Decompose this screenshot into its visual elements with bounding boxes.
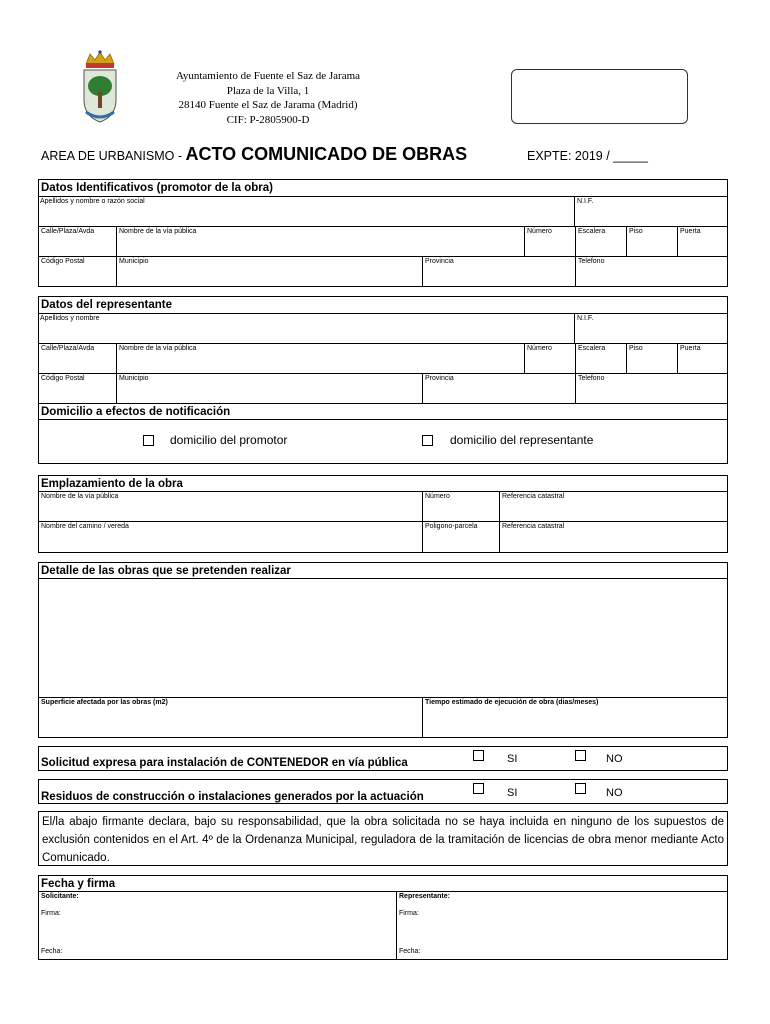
promotor-street-name-field[interactable]: Nombre de la vía pública	[116, 226, 524, 256]
representante-domicile-label: domicilio del representante	[450, 433, 594, 447]
representante-nif-field[interactable]: N.I.F.	[574, 313, 727, 343]
residuos-no-checkbox[interactable]	[575, 783, 586, 794]
site-parcel-field[interactable]: Poligono-parcela	[422, 521, 499, 552]
applicant-sign-label: Firma:	[41, 910, 61, 917]
area-label: AREA DE URBANISMO -	[41, 149, 186, 163]
representante-street-type-field[interactable]: Calle/Plaza/Avda	[39, 343, 116, 373]
promotor-domicile-label: domicilio del promotor	[170, 433, 288, 447]
representante-domicile-checkbox[interactable]	[422, 435, 433, 446]
execution-time-field[interactable]: Tiempo estimado de ejecución de obra (dias/meses)	[422, 697, 727, 737]
representative-date-label: Fecha:	[399, 948, 421, 955]
cif-number: CIF: P-2805900-D	[226, 113, 310, 126]
declaration-text: El/la abajo firmante declara, bajo su responsabilidad, que la obra solicitada no se haya incluida en ninguno de los supuestos de exclusión contenidos en el Art. 4º de la Ordenanza Municipal, reguladora de la tramitación de licencias de obra menor mediante Acto Comunicado.	[38, 811, 728, 866]
representante-floor-field[interactable]: Piso	[626, 343, 677, 373]
surface-field[interactable]: Superficie afectada por las obras (m2)	[39, 697, 422, 737]
registry-stamp-box	[511, 69, 688, 124]
coat-of-arms-logo	[78, 50, 122, 126]
residuos-yes-checkbox[interactable]	[473, 783, 484, 794]
promotor-nif-field[interactable]: N.I.F.	[574, 196, 727, 226]
promotor-stair-field[interactable]: Escalera	[575, 226, 626, 256]
expte-field[interactable]: EXPTE: 2019 / _____	[527, 149, 648, 163]
works-description-area[interactable]	[39, 579, 727, 697]
representante-door-field[interactable]: Puerta	[677, 343, 727, 373]
promotor-section	[38, 179, 728, 287]
residuos-section	[38, 779, 728, 804]
representante-name-field[interactable]: Apellidos y nombre	[38, 313, 575, 343]
promotor-phone-field[interactable]: Telefono	[575, 256, 727, 286]
applicant-label: Solicitante:	[41, 893, 79, 900]
residuos-yes-label: SI	[507, 787, 518, 799]
promotor-municipality-field[interactable]: Municipio	[116, 256, 422, 286]
municipality-name: Ayuntamiento de Fuente el Saz de Jarama	[175, 70, 361, 82]
residuos-question: Residuos de construcción o instalaciones generados por la actuación	[41, 791, 424, 803]
promotor-door-field[interactable]: Puerta	[677, 226, 727, 256]
residuos-no-label: NO	[606, 787, 623, 799]
contenedor-no-checkbox[interactable]	[575, 750, 586, 761]
contenedor-yes-label: SI	[507, 753, 518, 765]
promotor-street-type-field[interactable]: Calle/Plaza/Avda	[39, 226, 116, 256]
firma-title: Fecha y firma	[41, 878, 116, 890]
address-line-1: Plaza de la Villa, 1	[226, 84, 310, 97]
applicant-signature-area[interactable]	[39, 892, 396, 959]
emplazamiento-title: Emplazamiento de la obra	[41, 478, 183, 490]
representante-section	[38, 296, 728, 404]
promotor-title: Datos Identificativos (promotor de la obra)	[41, 182, 273, 194]
promotor-postal-field[interactable]: Código Postal	[39, 256, 116, 286]
representative-label: Representante:	[399, 893, 450, 900]
promotor-domicile-checkbox[interactable]	[143, 435, 154, 446]
site-cadastral-ref-field[interactable]: Referencia catastral	[499, 491, 727, 521]
representante-street-name-field[interactable]: Nombre de la vía pública	[116, 343, 524, 373]
address-line-2: 28140 Fuente el Saz de Jarama (Madrid)	[178, 99, 358, 111]
firma-section	[38, 875, 728, 960]
notificacion-title: Domicilio a efectos de notificación	[41, 406, 231, 418]
site-number-field[interactable]: Número	[422, 491, 499, 521]
promotor-province-field[interactable]: Provincia	[422, 256, 575, 286]
site-street-field[interactable]: Nombre de la vía pública	[39, 491, 422, 521]
representante-province-field[interactable]: Provincia	[422, 373, 575, 403]
site-path-field[interactable]: Nombre del camino / vereda	[39, 521, 422, 552]
representante-stair-field[interactable]: Escalera	[575, 343, 626, 373]
representante-postal-field[interactable]: Código Postal	[39, 373, 116, 403]
representante-municipality-field[interactable]: Municipio	[116, 373, 422, 403]
contenedor-section	[38, 746, 728, 771]
emplazamiento-section	[38, 475, 728, 553]
contenedor-no-label: NO	[606, 753, 623, 765]
notificacion-section	[38, 403, 728, 464]
representante-number-field[interactable]: Número	[524, 343, 575, 373]
promotor-number-field[interactable]: Número	[524, 226, 575, 256]
contenedor-yes-checkbox[interactable]	[473, 750, 484, 761]
applicant-date-label: Fecha:	[41, 948, 63, 955]
representante-phone-field[interactable]: Telefono	[575, 373, 727, 403]
detalle-title: Detalle de las obras que se pretenden realizar	[41, 565, 291, 577]
form-title: ACTO COMUNICADO DE OBRAS	[185, 144, 468, 164]
representative-sign-label: Firma:	[399, 910, 419, 917]
promotor-name-field[interactable]: Apellidos y nombre o razón social	[38, 196, 575, 226]
promotor-floor-field[interactable]: Piso	[626, 226, 677, 256]
contenedor-question: Solicitud expresa para instalación de CONTENEDOR en vía pública	[41, 757, 408, 769]
representative-signature-area[interactable]	[397, 892, 727, 959]
detalle-section	[38, 562, 728, 738]
site-cadastral-ref2-field[interactable]: Referencia catastral	[499, 521, 727, 552]
representante-title: Datos del representante	[41, 299, 173, 311]
